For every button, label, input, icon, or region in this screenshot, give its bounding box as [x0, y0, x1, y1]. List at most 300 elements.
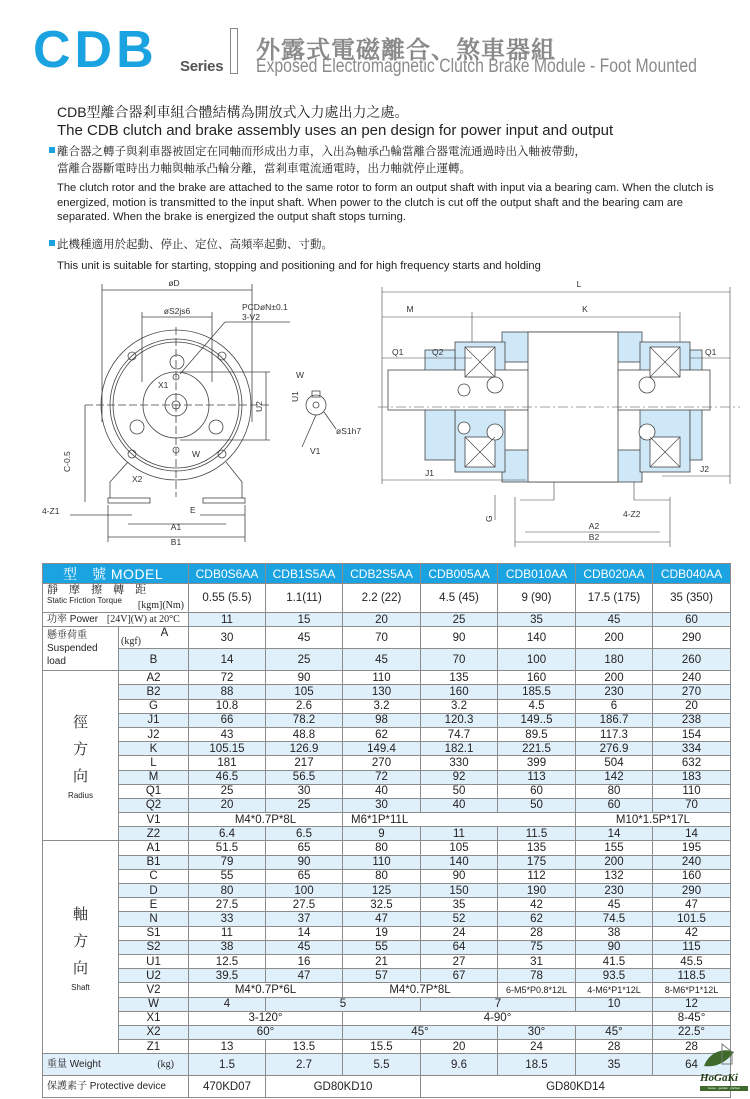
load-b-value: 260 — [653, 649, 731, 671]
dim-value: 160 — [421, 685, 498, 699]
dim-value: 42 — [498, 898, 576, 912]
dim-key: K — [119, 742, 189, 756]
shaft-row-v2 — [43, 983, 731, 997]
dim-value: 195 — [653, 841, 731, 855]
dim-value: 16 — [266, 954, 343, 968]
dim-key: U1 — [119, 954, 189, 968]
dim-value: 60° — [189, 1025, 343, 1039]
dim-value: 39.5 — [189, 969, 266, 983]
power-value: 45 — [576, 613, 653, 627]
load-b-value: 100 — [498, 649, 576, 671]
load-label: 懸垂荷重 Suspended load — [43, 627, 119, 671]
dim-value: 78 — [498, 969, 576, 983]
dim-key: Z1 — [119, 1040, 189, 1054]
weight-value: 35 — [576, 1054, 653, 1076]
model-header: CDB040AA — [653, 564, 731, 584]
dim-value: 65 — [266, 869, 343, 883]
dim-value: 32.5 — [343, 898, 421, 912]
dim-value: 12 — [653, 997, 731, 1011]
dim-key: S2 — [119, 940, 189, 954]
radius-row-b2 — [43, 685, 731, 699]
radius-row-j2 — [43, 727, 731, 741]
load-a-value: 290 — [653, 627, 731, 649]
dim-value: 33 — [189, 912, 266, 926]
radius-row-g — [43, 699, 731, 713]
dim-label-a2: A2 — [588, 521, 600, 531]
dim-value: 5 — [266, 997, 421, 1011]
dim-value: 47 — [653, 898, 731, 912]
dim-value: 90 — [266, 671, 343, 685]
radius-row-k — [43, 742, 731, 756]
logo-tagline: Home · garden · kitchen — [700, 1086, 748, 1091]
dim-label-d: øD — [168, 278, 180, 288]
dim-value: M10*1.5P*17L — [576, 813, 731, 827]
shaft-group-label: 軸 方 向 Shaft — [43, 841, 119, 1054]
radius-row-l — [43, 756, 731, 770]
intro-section — [57, 103, 722, 273]
shaft-row-e — [43, 898, 731, 912]
load-a-value: 90 — [421, 627, 498, 649]
dim-value: 20 — [653, 699, 731, 713]
protective-value: GD80KD10 — [266, 1076, 421, 1098]
radius-row-v1 — [43, 813, 731, 827]
dim-value: 238 — [653, 713, 731, 727]
dim-value: 4-90° — [343, 1011, 653, 1025]
dim-value: M4*0.7P*8L — [343, 983, 498, 997]
dim-value: 270 — [343, 756, 421, 770]
dim-key: D — [119, 884, 189, 898]
dim-label-c: C-0.5 — [62, 451, 72, 472]
dim-value: 150 — [421, 884, 498, 898]
torque-value: 1.1(11) — [266, 584, 343, 613]
shaft-row-s1 — [43, 926, 731, 940]
load-b-row — [43, 649, 731, 671]
dim-value: 113 — [498, 770, 576, 784]
radius-row-a2 — [43, 671, 731, 685]
dim-value: 10.8 — [189, 699, 266, 713]
dim-value: 41.5 — [576, 954, 653, 968]
title-english: Exposed Electromagnetic Clutch Brake Module - Foot Mounted — [256, 56, 697, 77]
power-value: 25 — [421, 613, 498, 627]
dim-value: 3.2 — [343, 699, 421, 713]
dim-value: 90 — [421, 869, 498, 883]
dim-value: 60 — [498, 784, 576, 798]
shaft-row-z1 — [43, 1040, 731, 1054]
dim-value: 6.5 — [266, 827, 343, 841]
dim-value: 30 — [266, 784, 343, 798]
weight-value: 18.5 — [498, 1054, 576, 1076]
dim-key: X2 — [119, 1025, 189, 1039]
power-value: 60 — [653, 613, 731, 627]
dim-value: 112 — [498, 869, 576, 883]
weight-value: 9.6 — [421, 1054, 498, 1076]
torque-label: 靜 摩 擦 轉 距 [kgm](Nm) Static Friction Torque — [43, 584, 189, 613]
model-header: CDB2S5AA — [343, 564, 421, 584]
dim-value: 330 — [421, 756, 498, 770]
dim-label-s2: øS2js6 — [163, 306, 191, 316]
dim-value: 93.5 — [576, 969, 653, 983]
dim-value: 80 — [189, 884, 266, 898]
dim-value: 115 — [653, 940, 731, 954]
dim-value: 56.5 — [266, 770, 343, 784]
dim-key: A1 — [119, 841, 189, 855]
leaf-house-icon — [700, 1040, 740, 1072]
side-section-view — [378, 279, 740, 547]
dim-value: 90 — [266, 855, 343, 869]
dim-value: 8-M6*P1*12L — [653, 983, 731, 997]
load-a-value: 200 — [576, 627, 653, 649]
shaft-label-w: W — [296, 370, 305, 380]
dim-value: 135 — [498, 841, 576, 855]
dim-value: 126.9 — [266, 742, 343, 756]
dim-value: 25 — [266, 798, 343, 812]
dim-value: 11.5 — [498, 827, 576, 841]
dim-value: 52 — [421, 912, 498, 926]
power-value: 20 — [343, 613, 421, 627]
dim-value: 6-M5*P0.8*12L — [498, 983, 576, 997]
intro-bullet-1 — [57, 144, 722, 225]
protective-row — [43, 1076, 731, 1098]
load-b-value: 180 — [576, 649, 653, 671]
logo-name: HoGaKi — [700, 1072, 738, 1084]
dim-value: 185.5 — [498, 685, 576, 699]
dim-value: 632 — [653, 756, 731, 770]
shaft-row-a1 — [43, 841, 731, 855]
bullet-square-icon — [49, 240, 55, 246]
dim-label-m: M — [406, 304, 414, 314]
dim-value: 334 — [653, 742, 731, 756]
dim-value: 50 — [421, 784, 498, 798]
dim-value: 101.5 — [653, 912, 731, 926]
dim-label-v2: 3-V2 — [242, 312, 260, 322]
dim-value: 8-45° — [653, 1011, 731, 1025]
dim-value: 42 — [653, 926, 731, 940]
dim-key: V1 — [119, 813, 189, 827]
page-header — [0, 0, 750, 95]
dim-key: U2 — [119, 969, 189, 983]
shaft-row-x2 — [43, 1025, 731, 1039]
dim-value: 160 — [653, 869, 731, 883]
dim-value: 45.5 — [653, 954, 731, 968]
model-header: CDB005AA — [421, 564, 498, 584]
dim-value: 132 — [576, 869, 653, 883]
series-label: Series — [180, 58, 224, 75]
radius-row-z2 — [43, 827, 731, 841]
spec-table — [42, 563, 731, 1098]
title-chinese: 外露式電磁離合、煞車器組 — [256, 37, 556, 64]
dim-value: 47 — [266, 969, 343, 983]
dim-label-x1: X1 — [158, 380, 169, 390]
dim-value: 200 — [576, 855, 653, 869]
dim-value: 80 — [343, 841, 421, 855]
dim-value: 9 — [343, 827, 421, 841]
dim-label-w: W — [192, 449, 201, 459]
dim-value: 27 — [421, 954, 498, 968]
dim-value: 149.4 — [343, 742, 421, 756]
protective-value: GD80KD14 — [421, 1076, 731, 1098]
dim-value: 21 — [343, 954, 421, 968]
dim-value: M4*0.7P*8L — [189, 813, 343, 827]
dim-value: 47 — [343, 912, 421, 926]
dim-key: C — [119, 869, 189, 883]
shaft-row-w — [43, 997, 731, 1011]
dim-value: 55 — [343, 940, 421, 954]
model-header: CDB010AA — [498, 564, 576, 584]
dim-value: 19 — [343, 926, 421, 940]
model-header: CDB1S5AA — [266, 564, 343, 584]
dim-value: 110 — [343, 671, 421, 685]
bullet-1-zh-line1: 離合器之轉子與剎車器被固定在同軸而形成出力車，入出為軸承凸輪當離合器電流通過時出入軸被帶動， — [57, 146, 586, 158]
dim-value: 65 — [266, 841, 343, 855]
dim-value: 125 — [343, 884, 421, 898]
dim-value: 14 — [266, 926, 343, 940]
power-label: 功率 Power [24V](W) at 20°C — [43, 613, 189, 627]
intro-heading-en: The CDB clutch and brake assembly uses an pen design for power input and output — [57, 122, 614, 139]
dim-value: 3.2 — [421, 699, 498, 713]
dim-value: 230 — [576, 685, 653, 699]
dim-value: 14 — [576, 827, 653, 841]
dim-label-g: G — [484, 515, 494, 522]
dim-value: 75 — [498, 940, 576, 954]
dim-value: 57 — [343, 969, 421, 983]
dim-key: E — [119, 898, 189, 912]
dim-value: 276.9 — [576, 742, 653, 756]
dim-value: 24 — [421, 926, 498, 940]
dim-key: J2 — [119, 727, 189, 741]
dim-value: 290 — [653, 884, 731, 898]
header-divider — [230, 28, 238, 74]
torque-value: 9 (90) — [498, 584, 576, 613]
dim-value: M6*1P*11L — [343, 813, 576, 827]
dim-value: 120.3 — [421, 713, 498, 727]
dim-value: 182.1 — [421, 742, 498, 756]
shaft-label-s1: øS1h7 — [336, 426, 362, 436]
intro-bullet-2 — [57, 237, 722, 274]
weight-row — [43, 1054, 731, 1076]
torque-value: 17.5 (175) — [576, 584, 653, 613]
weight-label: 重量 Weight (kg) — [43, 1054, 189, 1076]
dim-value: 79 — [189, 855, 266, 869]
dim-label-j2: J2 — [700, 464, 709, 474]
dim-key: B1 — [119, 855, 189, 869]
dim-value: 90 — [576, 940, 653, 954]
dim-value: 140 — [421, 855, 498, 869]
dim-value: 105.15 — [189, 742, 266, 756]
dim-value: 27.5 — [266, 898, 343, 912]
shaft-label-u1: U1 — [290, 391, 300, 402]
dim-value: 60 — [576, 798, 653, 812]
load-b-value: 70 — [421, 649, 498, 671]
dim-value: 31 — [498, 954, 576, 968]
dim-value: 190 — [498, 884, 576, 898]
technical-drawing — [40, 272, 740, 550]
dim-key: W — [119, 997, 189, 1011]
dim-label-q1: Q1 — [392, 347, 404, 357]
dim-value: 230 — [576, 884, 653, 898]
dim-key: A2 — [119, 671, 189, 685]
dim-value: 4-M6*P1*12L — [576, 983, 653, 997]
protective-label: 保護素子 Protective device — [43, 1076, 189, 1098]
dim-value: 55 — [189, 869, 266, 883]
dim-label-q2: Q2 — [432, 347, 444, 357]
dim-value: 200 — [576, 671, 653, 685]
dim-key: X1 — [119, 1011, 189, 1025]
load-a-value: 45 — [266, 627, 343, 649]
dim-key: B2 — [119, 685, 189, 699]
dim-value: 40 — [343, 784, 421, 798]
dim-value: 30° — [498, 1025, 576, 1039]
dim-value: 37 — [266, 912, 343, 926]
dim-value: 13.5 — [266, 1040, 343, 1054]
dim-value: 160 — [498, 671, 576, 685]
radius-row-q2 — [43, 798, 731, 812]
dim-value: 175 — [498, 855, 576, 869]
load-a-value: 30 — [189, 627, 266, 649]
weight-value: 1.5 — [189, 1054, 266, 1076]
dim-value: 88 — [189, 685, 266, 699]
dim-value: 62 — [343, 727, 421, 741]
load-a-value: 140 — [498, 627, 576, 649]
dim-value: 28 — [576, 1040, 653, 1054]
shaft-row-d — [43, 884, 731, 898]
radius-row-j1 — [43, 713, 731, 727]
load-b-value: 14 — [189, 649, 266, 671]
dim-label-j1: J1 — [425, 468, 434, 478]
dim-value: 11 — [189, 926, 266, 940]
dim-value: 181 — [189, 756, 266, 770]
shaft-row-s2 — [43, 940, 731, 954]
dim-value: 14 — [653, 827, 731, 841]
dim-value: 38 — [576, 926, 653, 940]
torque-value: 4.5 (45) — [421, 584, 498, 613]
dim-value: 92 — [421, 770, 498, 784]
shaft-row-b1 — [43, 855, 731, 869]
dim-value: 186.7 — [576, 713, 653, 727]
dim-value: 20 — [421, 1040, 498, 1054]
dim-value: 50 — [498, 798, 576, 812]
dim-value: 6.4 — [189, 827, 266, 841]
dim-value: 67 — [421, 969, 498, 983]
bullet-square-icon — [49, 147, 55, 153]
radius-row-m — [43, 770, 731, 784]
dim-value: 110 — [343, 855, 421, 869]
dim-value: 3-120° — [189, 1011, 343, 1025]
dim-value: 15.5 — [343, 1040, 421, 1054]
dim-value: 51.5 — [189, 841, 266, 855]
dim-value: 4 — [189, 997, 266, 1011]
dim-value: 22.5° — [653, 1025, 731, 1039]
spec-table-container — [42, 563, 730, 1098]
dim-label-q1-right: Q1 — [705, 347, 717, 357]
power-value: 11 — [189, 613, 266, 627]
dim-value: M4*0.7P*6L — [189, 983, 343, 997]
front-view — [70, 284, 336, 542]
dim-key: Z2 — [119, 827, 189, 841]
dim-value: 149..5 — [498, 713, 576, 727]
dim-value: 270 — [653, 685, 731, 699]
brand-logo — [700, 1040, 750, 1099]
shaft-row-x1 — [43, 1011, 731, 1025]
power-value: 35 — [498, 613, 576, 627]
dim-value: 72 — [189, 671, 266, 685]
dim-label-u2: U2 — [254, 401, 264, 412]
dim-key: Q2 — [119, 798, 189, 812]
intro-heading-zh: CDB型離合器剎車組合體結構為開放式入力處出力之處。 — [57, 104, 409, 120]
weight-value: 64 — [653, 1054, 731, 1076]
weight-value: 2.7 — [266, 1054, 343, 1076]
dim-value: 28 — [498, 926, 576, 940]
dim-value: 12.5 — [189, 954, 266, 968]
dim-value: 25 — [189, 784, 266, 798]
dim-value: 45° — [343, 1025, 498, 1039]
power-row — [43, 613, 731, 627]
dim-label-e: E — [190, 505, 196, 515]
dim-value: 74.5 — [576, 912, 653, 926]
dim-label-a1: A1 — [170, 522, 182, 532]
dim-value: 154 — [653, 727, 731, 741]
model-header: CDB020AA — [576, 564, 653, 584]
dim-value: 155 — [576, 841, 653, 855]
dim-value: 30 — [343, 798, 421, 812]
dim-value: 130 — [343, 685, 421, 699]
radius-group-label: 徑 方 向 Radius — [43, 671, 119, 841]
dim-key: M — [119, 770, 189, 784]
dim-value: 20 — [189, 798, 266, 812]
model-header: CDB0S6AA — [189, 564, 266, 584]
dim-value: 6 — [576, 699, 653, 713]
power-value: 15 — [266, 613, 343, 627]
load-a-row — [43, 627, 731, 649]
dim-value: 38 — [189, 940, 266, 954]
dim-value: 45 — [266, 940, 343, 954]
dim-key: G — [119, 699, 189, 713]
dim-value: 27.5 — [189, 898, 266, 912]
dim-value: 399 — [498, 756, 576, 770]
shaft-label-v1: V1 — [310, 446, 321, 456]
bullet-2-en: This unit is suitable for starting, stopping and positioning and for high frequency starts and holding — [57, 259, 541, 272]
shaft-row-n — [43, 912, 731, 926]
load-a-label: (kgf) A — [119, 627, 189, 649]
shaft-row-c — [43, 869, 731, 883]
brand-title: CDB — [33, 21, 158, 79]
dim-value: 10 — [576, 997, 653, 1011]
dim-value: 80 — [576, 784, 653, 798]
torque-row — [43, 584, 731, 613]
dim-value: 28 — [653, 1040, 731, 1054]
dim-value: 110 — [653, 784, 731, 798]
dim-value: 105 — [421, 841, 498, 855]
dim-value: 118.5 — [653, 969, 731, 983]
dim-value: 78.2 — [266, 713, 343, 727]
dim-value: 240 — [653, 671, 731, 685]
load-b-label: B — [119, 649, 189, 671]
dim-value: 105 — [266, 685, 343, 699]
dim-value: 46.5 — [189, 770, 266, 784]
dim-label-z1: 4-Z1 — [42, 506, 60, 516]
dim-value: 70 — [653, 798, 731, 812]
dim-label-b1: B1 — [170, 537, 182, 547]
dim-value: 45° — [576, 1025, 653, 1039]
dim-value: 11 — [421, 827, 498, 841]
dim-value: 35 — [421, 898, 498, 912]
dim-value: 64 — [421, 940, 498, 954]
dim-value: 13 — [189, 1040, 266, 1054]
weight-value: 5.5 — [343, 1054, 421, 1076]
model-header-label: 型 號 MODEL — [43, 564, 189, 584]
dim-value: 72 — [343, 770, 421, 784]
front-view-labels — [42, 278, 361, 547]
dim-value: 7 — [421, 997, 576, 1011]
